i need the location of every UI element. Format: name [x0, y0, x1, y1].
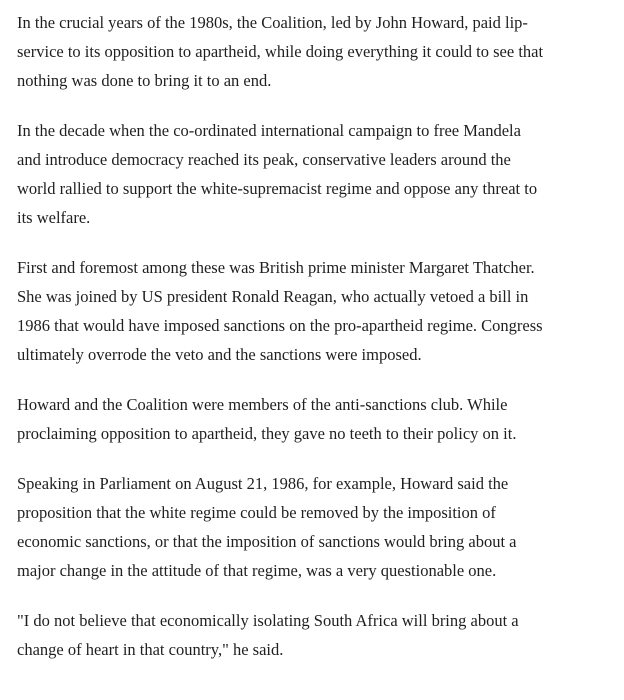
article-paragraph-4: [17, 390, 610, 448]
paragraph-line: its welfare.: [17, 208, 91, 227]
article-paragraph-6: [17, 606, 610, 664]
paragraph-line: Howard and the Coalition were members of the anti-sanctions club. While: [17, 395, 508, 414]
paragraph-line: proposition that the white regime could be removed by the imposition of: [17, 503, 496, 522]
paragraph-line: ultimately overrode the veto and the sanctions were imposed.: [17, 345, 422, 364]
paragraph-line: In the crucial years of the 1980s, the Coalition, led by John Howard, paid lip-: [17, 13, 528, 32]
paragraph-line: economic sanctions, or that the imposition of sanctions would bring about a: [17, 532, 517, 551]
paragraph-line: She was joined by US president Ronald Reagan, who actually vetoed a bill in: [17, 287, 529, 306]
article-paragraph-3: [17, 253, 610, 369]
paragraph-line: First and foremost among these was British prime minister Margaret Thatcher.: [17, 258, 535, 277]
paragraph-line: and introduce democracy reached its peak, conservative leaders around the: [17, 150, 511, 169]
article-paragraph-2: [17, 116, 610, 232]
paragraph-line: change of heart in that country," he said.: [17, 640, 284, 659]
article-paragraph-5: [17, 469, 610, 585]
paragraph-line: major change in the attitude of that regime, was a very questionable one.: [17, 561, 497, 580]
paragraph-line: 1986 that would have imposed sanctions on the pro-apartheid regime. Congress: [17, 316, 543, 335]
paragraph-line: "I do not believe that economically isolating South Africa will bring about a: [17, 611, 519, 630]
paragraph-line: world rallied to support the white-supremacist regime and oppose any threat to: [17, 179, 538, 198]
paragraph-line: nothing was done to bring it to an end.: [17, 71, 272, 90]
paragraph-line: In the decade when the co-ordinated international campaign to free Mandela: [17, 121, 521, 140]
paragraph-line: proclaiming opposition to apartheid, they gave no teeth to their policy on it.: [17, 424, 517, 443]
article-paragraph-1: [17, 8, 610, 95]
paragraph-line: service to its opposition to apartheid, while doing everything it could to see that: [17, 42, 544, 61]
paragraph-line: Speaking in Parliament on August 21, 1986, for example, Howard said the: [17, 474, 509, 493]
